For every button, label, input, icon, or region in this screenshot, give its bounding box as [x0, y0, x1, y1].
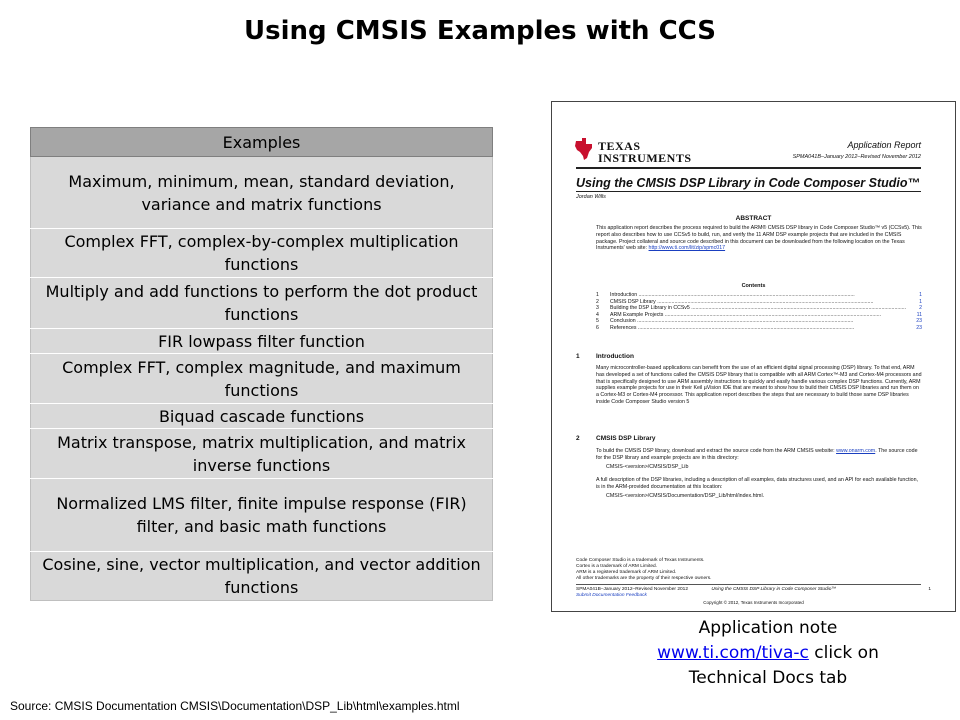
section-2-heading: 2 CMSIS DSP Library [576, 435, 656, 442]
title-rule [576, 191, 921, 192]
table-row: Cosine, sine, vector multiplication, and vector addition functions [31, 552, 493, 601]
footer-rule [576, 584, 921, 585]
abstract-text: This application report describes the process required to build the ARM® CMSIS DSP library in Code Composer Studio™ v5 (CCSv5). This report also describes how to use CCSv5 to build, run, and verify the 11 ARM DSP example projects that are included in the CMSIS package. Project collateral and source code described in this document can be downloaded from the following location on the Texas Instruments' web site: http://www.ti.com/lit/zip/spmc017 [596, 225, 922, 252]
section-1-text: Many microcontroller-based applications can benefit from the use of an efficient digital signal processing (DSP) library. To that end, ARM has developed a set of functions called the CMSIS DSP library that is compatible with all ARM Cortex™-M3 and Cortex-M4 processors and that is specifically designed to use ARM assembly instructions to quickly and easily handle various complex DSP functions. Currently, ARM supplies example projects for use in their Keil µVision IDE that are meant to show how to build their CMSIS DSP libraries and run them on a Cortex-M3 or Cortex-M4 processor. This application report describes the steps that are necessary to build those same DSP libraries inside Code Composer Studio version 5 [596, 365, 922, 405]
slide-title: Using CMSIS Examples with CCS [244, 16, 716, 46]
section-2-text: To build the CMSIS DSP library, download and extract the source code from the ARM CMSIS website: www.onarm.com. The source code for the DSP library and example projects are in this directory: [596, 448, 918, 461]
toc-item[interactable]: 4 ARM Example Projects ..... 11 [596, 312, 922, 319]
trademarks: Code Composer Studio is a trademark of Texas Instruments. Cortex is a trademark of ARM Limited. ARM is a registered trademark of ARM Limited. All other trademarks are the property of their respective owners. [576, 558, 712, 581]
section-2-text-2: A full description of the DSP libraries, including a description of all examples, data structures used, and an API for each available function, is in the ARM-provided documentation at this location: [596, 477, 919, 490]
section-2-path: CMSIS-<version>/CMSIS/DSP_Lib [606, 464, 689, 470]
table-of-contents [596, 292, 922, 332]
report-id: SPMA041B–January 2012–Revised November 2012 [792, 154, 921, 160]
toc-item[interactable]: 2 CMSIS DSP Library ..... 1 [596, 299, 922, 306]
report-type: Application Report [847, 140, 921, 150]
table-row: FIR lowpass filter function [31, 329, 493, 354]
doc-author: Jordan Wills [576, 194, 606, 200]
onarm-link[interactable]: www.onarm.com [836, 448, 876, 454]
application-report-thumbnail[interactable] [551, 101, 956, 612]
abstract-heading: ABSTRACT [735, 215, 772, 222]
doc-title: Using the CMSIS DSP Library in Code Composer Studio™ [576, 176, 921, 190]
table-row: Complex FFT, complex-by-complex multiplication functions [31, 229, 493, 278]
toc-item[interactable]: 3 Building the DSP Library in CCSv5 ..... 2 [596, 305, 922, 312]
ti-state-icon [574, 138, 594, 160]
header-rule [576, 167, 921, 169]
section-2-path-2: CMSIS-<version>/CMSIS/Documentation/DSP_Lib/html/index.html. [606, 493, 765, 499]
toc-item[interactable]: 6 References ..... 23 [596, 325, 922, 332]
feedback-link[interactable]: Submit Documentation Feedback [576, 593, 647, 598]
copyright: Copyright © 2012, Texas Instruments Incorporated [703, 600, 804, 605]
abstract-link[interactable]: http://www.ti.com/lit/zip/spmc017 [648, 245, 726, 252]
section-1-heading: 1 Introduction [576, 353, 634, 360]
source-note: Source: CMSIS Documentation CMSIS\Documentation\DSP_Lib\html\examples.html [10, 699, 460, 713]
contents-heading: Contents [741, 283, 766, 289]
doc-footer: SPMA041B–January 2012–Revised November 2012 Using the CMSIS DSP Library in Code Composer Studio™ 1 Submit Documentation Feedback [576, 587, 931, 598]
toc-item[interactable]: 5 Conclusion ..... 23 [596, 318, 922, 325]
table-row: Biquad cascade functions [31, 404, 493, 429]
table-row: Matrix transpose, matrix multiplication, and matrix inverse functions [31, 429, 493, 479]
application-note-caption: Application note www.ti.com/tiva-c click on Technical Docs tab [657, 618, 879, 688]
table-row: Normalized LMS filter, finite impulse response (FIR) filter, and basic math functions [31, 479, 493, 552]
ti-logo-text: TEXAS INSTRUMENTS [598, 139, 692, 165]
table-row: Complex FFT, complex magnitude, and maximum functions [31, 354, 493, 404]
table-row: Multiply and add functions to perform the dot product functions [31, 278, 493, 329]
examples-header: Examples [31, 128, 493, 157]
ti-logo [574, 138, 692, 165]
toc-item[interactable]: 1 Introduction ..... 1 [596, 292, 922, 299]
tiva-c-link[interactable]: www.ti.com/tiva-c [657, 643, 809, 663]
table-row: Maximum, minimum, mean, standard deviation, variance and matrix functions [31, 157, 493, 229]
examples-table [30, 127, 493, 601]
